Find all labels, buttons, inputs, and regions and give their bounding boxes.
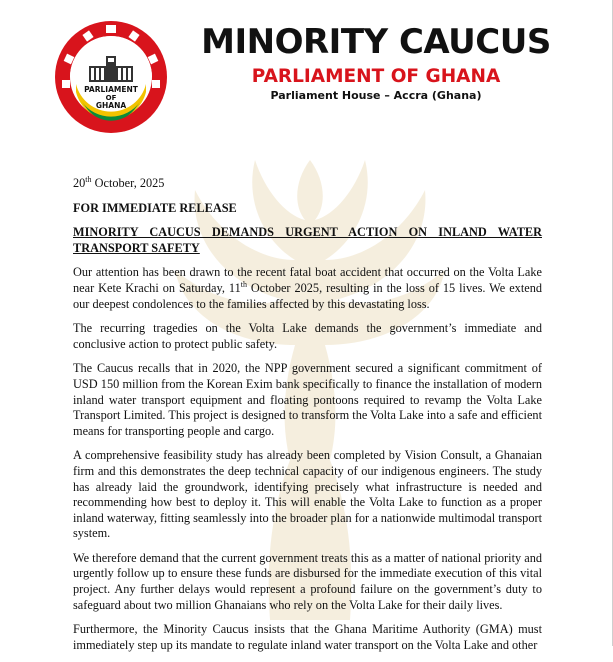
organization-subtitle: PARLIAMENT OF GHANA (251, 66, 501, 87)
release-label: FOR IMMEDIATE RELEASE (73, 200, 237, 215)
paragraph-2: The recurring tragedies on the Volta Lake demands the government’s immediate and conclusive action to protect public safety. (73, 321, 542, 351)
paragraph-4: A comprehensive feasibility study has already been completed by Vision Consult, a Ghanaian firm and this demonstrates the deep technical capacity of our indigenous engineers. The study has already laid the groundwork, identifying precisely what infrastructure is needed and recommending how best to deploy it. This will enable the Volta Lake to function as a proper inland waterway, fitting seamlessly into the broader plan for a nationwide multimodal transport system. (73, 448, 542, 541)
organization-address: Parliament House – Accra (Ghana) (270, 89, 482, 102)
paragraph-5: We therefore demand that the current government treats this as a matter of national priority and urgently follow up to ensure these funds are disbursed for the immediate execution of this vital project. Any further delays would represent a profound failure on the government’s duty to safeguard about two million Ghanaians who rely on the Volta Lake for their daily lives. (73, 550, 542, 612)
svg-text:GHANA: GHANA (95, 101, 127, 110)
release-date: 20th October, 2025 (73, 174, 165, 190)
organization-title: MINORITY CAUCUS (201, 22, 551, 62)
parliament-logo (54, 20, 168, 134)
svg-text:PARLIAMENT: PARLIAMENT (84, 85, 138, 94)
paragraph-1: Our attention has been drawn to the recent fatal boat accident that occurred on the Volta Lake near Kete Krachi on Saturday, 11th October 2025, resulting in the loss of 15 lives. We extend our deepest condolences to the families affected by this devastating loss. (73, 265, 542, 311)
press-release-body (73, 176, 542, 662)
svg-text:OF: OF (105, 94, 117, 102)
paragraph-6: Furthermore, the Minority Caucus insists that the Ghana Maritime Authority (GMA) must immediately step up its mandate to regulate inland water transport on the Volta Lake and other (73, 622, 542, 652)
paragraph-3: The Caucus recalls that in 2020, the NPP government secured a significant commitment of USD 150 million from the Korean Exim bank specifically to finance the installation of modern inland water transport equipment and floating pontoons required to revamp the Volta Lake Transport Limited. This project is designed to transform the Volta Lake into a safe and efficient means for transporting people and cargo. (73, 361, 542, 438)
headline: MINORITY CAUCUS DEMANDS URGENT ACTION ON INLAND WATER TRANSPORT SAFETY (73, 225, 542, 255)
